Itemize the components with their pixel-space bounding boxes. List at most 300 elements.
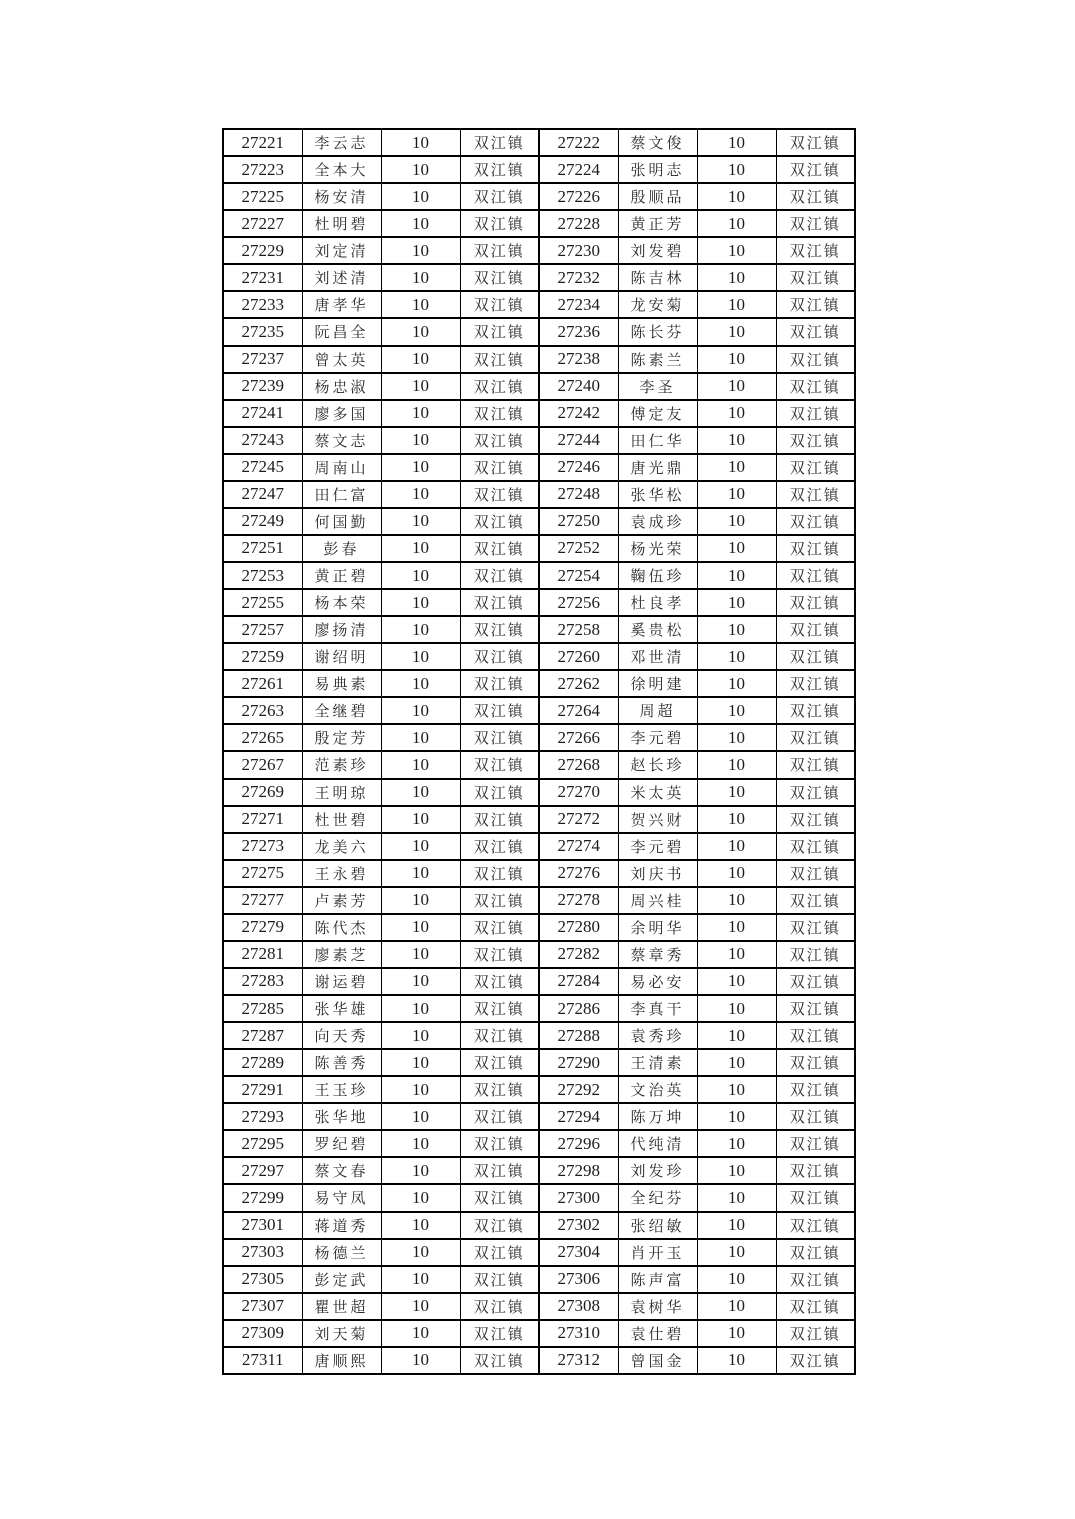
- amount-cell: 10: [381, 1076, 460, 1103]
- name-cell: 瞿世超: [302, 1293, 381, 1320]
- amount-cell: 10: [697, 237, 776, 264]
- town-cell: 双江镇: [460, 1103, 539, 1130]
- town-cell: 双江镇: [776, 481, 855, 508]
- table-row: [223, 508, 855, 535]
- table-row: [223, 643, 855, 670]
- town-cell: 双江镇: [776, 589, 855, 616]
- serial-cell: 27235: [223, 318, 302, 345]
- name-cell: 黄正碧: [302, 562, 381, 589]
- table-row: [223, 129, 855, 156]
- amount-cell: 10: [381, 616, 460, 643]
- town-cell: 双江镇: [460, 643, 539, 670]
- town-cell: 双江镇: [776, 1320, 855, 1347]
- table-row: [223, 1157, 855, 1184]
- name-cell: 张华松: [618, 481, 697, 508]
- town-cell: 双江镇: [776, 833, 855, 860]
- name-cell: 刘述清: [302, 264, 381, 291]
- town-cell: 双江镇: [776, 806, 855, 833]
- name-cell: 易必安: [618, 968, 697, 995]
- name-cell: 周超: [618, 697, 697, 724]
- name-cell: 蔡文志: [302, 427, 381, 454]
- name-cell: 刘发碧: [618, 237, 697, 264]
- amount-cell: 10: [697, 724, 776, 751]
- name-cell: 曾国金: [618, 1347, 697, 1374]
- amount-cell: 10: [381, 400, 460, 427]
- amount-cell: 10: [381, 1239, 460, 1266]
- amount-cell: 10: [697, 914, 776, 941]
- serial-cell: 27260: [539, 643, 618, 670]
- serial-cell: 27310: [539, 1320, 618, 1347]
- town-cell: 双江镇: [776, 1184, 855, 1211]
- amount-cell: 10: [697, 427, 776, 454]
- town-cell: 双江镇: [460, 860, 539, 887]
- serial-cell: 27251: [223, 535, 302, 562]
- town-cell: 双江镇: [460, 129, 539, 156]
- amount-cell: 10: [697, 1266, 776, 1293]
- town-cell: 双江镇: [460, 779, 539, 806]
- amount-cell: 10: [381, 860, 460, 887]
- table-row: [223, 318, 855, 345]
- name-cell: 余明华: [618, 914, 697, 941]
- table-row: [223, 779, 855, 806]
- town-cell: 双江镇: [776, 1049, 855, 1076]
- table-row: [223, 1022, 855, 1049]
- serial-cell: 27240: [539, 373, 618, 400]
- serial-cell: 27267: [223, 751, 302, 778]
- serial-cell: 27234: [539, 291, 618, 318]
- town-cell: 双江镇: [776, 1022, 855, 1049]
- town-cell: 双江镇: [460, 1076, 539, 1103]
- serial-cell: 27302: [539, 1212, 618, 1239]
- table-row: [223, 1103, 855, 1130]
- amount-cell: 10: [697, 941, 776, 968]
- serial-cell: 27233: [223, 291, 302, 318]
- serial-cell: 27290: [539, 1049, 618, 1076]
- table-row: [223, 264, 855, 291]
- table-row: [223, 941, 855, 968]
- table-row: [223, 346, 855, 373]
- amount-cell: 10: [381, 968, 460, 995]
- serial-cell: 27262: [539, 670, 618, 697]
- town-cell: 双江镇: [460, 751, 539, 778]
- amount-cell: 10: [381, 833, 460, 860]
- town-cell: 双江镇: [460, 318, 539, 345]
- name-cell: 杨光荣: [618, 535, 697, 562]
- serial-cell: 27266: [539, 724, 618, 751]
- roster-body: [223, 129, 855, 1374]
- amount-cell: 10: [697, 779, 776, 806]
- amount-cell: 10: [381, 1212, 460, 1239]
- table-row: [223, 535, 855, 562]
- serial-cell: 27263: [223, 697, 302, 724]
- serial-cell: 27274: [539, 833, 618, 860]
- amount-cell: 10: [697, 346, 776, 373]
- serial-cell: 27239: [223, 373, 302, 400]
- amount-cell: 10: [697, 1130, 776, 1157]
- amount-cell: 10: [381, 941, 460, 968]
- town-cell: 双江镇: [460, 887, 539, 914]
- town-cell: 双江镇: [776, 210, 855, 237]
- amount-cell: 10: [697, 562, 776, 589]
- amount-cell: 10: [697, 373, 776, 400]
- table-row: [223, 454, 855, 481]
- name-cell: 陈善秀: [302, 1049, 381, 1076]
- table-row: [223, 1212, 855, 1239]
- amount-cell: 10: [381, 914, 460, 941]
- amount-cell: 10: [381, 1130, 460, 1157]
- name-cell: 张华地: [302, 1103, 381, 1130]
- serial-cell: 27309: [223, 1320, 302, 1347]
- table-row: [223, 589, 855, 616]
- serial-cell: 27221: [223, 129, 302, 156]
- amount-cell: 10: [697, 616, 776, 643]
- amount-cell: 10: [381, 454, 460, 481]
- town-cell: 双江镇: [460, 914, 539, 941]
- serial-cell: 27246: [539, 454, 618, 481]
- town-cell: 双江镇: [776, 887, 855, 914]
- amount-cell: 10: [381, 1320, 460, 1347]
- serial-cell: 27265: [223, 724, 302, 751]
- serial-cell: 27232: [539, 264, 618, 291]
- serial-cell: 27277: [223, 887, 302, 914]
- town-cell: 双江镇: [460, 589, 539, 616]
- name-cell: 刘发珍: [618, 1157, 697, 1184]
- name-cell: 贺兴财: [618, 806, 697, 833]
- town-cell: 双江镇: [776, 1076, 855, 1103]
- name-cell: 袁秀珍: [618, 1022, 697, 1049]
- amount-cell: 10: [381, 751, 460, 778]
- serial-cell: 27252: [539, 535, 618, 562]
- name-cell: 鞠伍珍: [618, 562, 697, 589]
- table-row: [223, 616, 855, 643]
- name-cell: 周兴桂: [618, 887, 697, 914]
- serial-cell: 27298: [539, 1157, 618, 1184]
- name-cell: 唐孝华: [302, 291, 381, 318]
- town-cell: 双江镇: [776, 183, 855, 210]
- table-row: [223, 914, 855, 941]
- amount-cell: 10: [381, 1347, 460, 1374]
- amount-cell: 10: [697, 1157, 776, 1184]
- amount-cell: 10: [381, 806, 460, 833]
- amount-cell: 10: [381, 129, 460, 156]
- serial-cell: 27270: [539, 779, 618, 806]
- serial-cell: 27229: [223, 237, 302, 264]
- amount-cell: 10: [697, 806, 776, 833]
- serial-cell: 27255: [223, 589, 302, 616]
- name-cell: 彭春: [302, 535, 381, 562]
- serial-cell: 27288: [539, 1022, 618, 1049]
- name-cell: 殷定芳: [302, 724, 381, 751]
- town-cell: 双江镇: [776, 562, 855, 589]
- name-cell: 杨本荣: [302, 589, 381, 616]
- amount-cell: 10: [381, 373, 460, 400]
- name-cell: 曾太英: [302, 346, 381, 373]
- town-cell: 双江镇: [460, 1184, 539, 1211]
- serial-cell: 27254: [539, 562, 618, 589]
- name-cell: 卢素芳: [302, 887, 381, 914]
- serial-cell: 27259: [223, 643, 302, 670]
- serial-cell: 27291: [223, 1076, 302, 1103]
- town-cell: 双江镇: [460, 1130, 539, 1157]
- amount-cell: 10: [381, 1266, 460, 1293]
- table-row: [223, 562, 855, 589]
- name-cell: 龙美六: [302, 833, 381, 860]
- town-cell: 双江镇: [460, 346, 539, 373]
- amount-cell: 10: [381, 346, 460, 373]
- serial-cell: 27275: [223, 860, 302, 887]
- serial-cell: 27271: [223, 806, 302, 833]
- town-cell: 双江镇: [776, 779, 855, 806]
- town-cell: 双江镇: [776, 1347, 855, 1374]
- amount-cell: 10: [381, 291, 460, 318]
- name-cell: 代纯清: [618, 1130, 697, 1157]
- serial-cell: 27282: [539, 941, 618, 968]
- town-cell: 双江镇: [776, 427, 855, 454]
- name-cell: 蒋道秀: [302, 1212, 381, 1239]
- town-cell: 双江镇: [460, 562, 539, 589]
- serial-cell: 27249: [223, 508, 302, 535]
- serial-cell: 27312: [539, 1347, 618, 1374]
- serial-cell: 27297: [223, 1157, 302, 1184]
- name-cell: 王永碧: [302, 860, 381, 887]
- amount-cell: 10: [381, 427, 460, 454]
- town-cell: 双江镇: [460, 1022, 539, 1049]
- table-row: [223, 1239, 855, 1266]
- table-row: [223, 1266, 855, 1293]
- serial-cell: 27230: [539, 237, 618, 264]
- name-cell: 蔡文春: [302, 1157, 381, 1184]
- amount-cell: 10: [381, 210, 460, 237]
- amount-cell: 10: [697, 860, 776, 887]
- name-cell: 易守凤: [302, 1184, 381, 1211]
- name-cell: 殷顺品: [618, 183, 697, 210]
- amount-cell: 10: [697, 697, 776, 724]
- town-cell: 双江镇: [460, 724, 539, 751]
- town-cell: 双江镇: [776, 724, 855, 751]
- serial-cell: 27245: [223, 454, 302, 481]
- serial-cell: 27268: [539, 751, 618, 778]
- name-cell: 李真干: [618, 995, 697, 1022]
- town-cell: 双江镇: [460, 941, 539, 968]
- town-cell: 双江镇: [776, 1103, 855, 1130]
- table-row: [223, 183, 855, 210]
- town-cell: 双江镇: [460, 1212, 539, 1239]
- serial-cell: 27284: [539, 968, 618, 995]
- serial-cell: 27236: [539, 318, 618, 345]
- table-row: [223, 210, 855, 237]
- amount-cell: 10: [697, 968, 776, 995]
- amount-cell: 10: [381, 1103, 460, 1130]
- table-row: [223, 291, 855, 318]
- town-cell: 双江镇: [776, 264, 855, 291]
- amount-cell: 10: [697, 129, 776, 156]
- amount-cell: 10: [697, 156, 776, 183]
- name-cell: 唐顺熙: [302, 1347, 381, 1374]
- name-cell: 陈长芬: [618, 318, 697, 345]
- town-cell: 双江镇: [776, 237, 855, 264]
- town-cell: 双江镇: [776, 914, 855, 941]
- amount-cell: 10: [381, 1022, 460, 1049]
- amount-cell: 10: [381, 1293, 460, 1320]
- town-cell: 双江镇: [776, 1212, 855, 1239]
- serial-cell: 27222: [539, 129, 618, 156]
- town-cell: 双江镇: [776, 291, 855, 318]
- town-cell: 双江镇: [776, 968, 855, 995]
- table-row: [223, 670, 855, 697]
- town-cell: 双江镇: [776, 941, 855, 968]
- town-cell: 双江镇: [460, 1049, 539, 1076]
- amount-cell: 10: [381, 562, 460, 589]
- amount-cell: 10: [381, 183, 460, 210]
- name-cell: 蔡章秀: [618, 941, 697, 968]
- town-cell: 双江镇: [776, 1266, 855, 1293]
- town-cell: 双江镇: [776, 400, 855, 427]
- town-cell: 双江镇: [460, 481, 539, 508]
- serial-cell: 27264: [539, 697, 618, 724]
- serial-cell: 27304: [539, 1239, 618, 1266]
- name-cell: 龙安菊: [618, 291, 697, 318]
- amount-cell: 10: [697, 1293, 776, 1320]
- table-row: [223, 697, 855, 724]
- name-cell: 罗纪碧: [302, 1130, 381, 1157]
- amount-cell: 10: [697, 535, 776, 562]
- town-cell: 双江镇: [460, 1266, 539, 1293]
- serial-cell: 27283: [223, 968, 302, 995]
- town-cell: 双江镇: [460, 427, 539, 454]
- town-cell: 双江镇: [460, 291, 539, 318]
- name-cell: 奚贵松: [618, 616, 697, 643]
- town-cell: 双江镇: [776, 454, 855, 481]
- amount-cell: 10: [697, 833, 776, 860]
- serial-cell: 27226: [539, 183, 618, 210]
- name-cell: 刘定清: [302, 237, 381, 264]
- amount-cell: 10: [697, 210, 776, 237]
- name-cell: 李元碧: [618, 724, 697, 751]
- table-row: [223, 1049, 855, 1076]
- town-cell: 双江镇: [776, 346, 855, 373]
- amount-cell: 10: [381, 1184, 460, 1211]
- name-cell: 杜世碧: [302, 806, 381, 833]
- town-cell: 双江镇: [776, 697, 855, 724]
- name-cell: 蔡文俊: [618, 129, 697, 156]
- name-cell: 何国勤: [302, 508, 381, 535]
- amount-cell: 10: [697, 1022, 776, 1049]
- serial-cell: 27248: [539, 481, 618, 508]
- serial-cell: 27272: [539, 806, 618, 833]
- amount-cell: 10: [697, 1103, 776, 1130]
- name-cell: 袁树华: [618, 1293, 697, 1320]
- name-cell: 刘庆书: [618, 860, 697, 887]
- name-cell: 向天秀: [302, 1022, 381, 1049]
- town-cell: 双江镇: [460, 1239, 539, 1266]
- serial-cell: 27261: [223, 670, 302, 697]
- town-cell: 双江镇: [776, 751, 855, 778]
- name-cell: 张明志: [618, 156, 697, 183]
- table-row: [223, 833, 855, 860]
- roster-table: [222, 128, 856, 1375]
- serial-cell: 27256: [539, 589, 618, 616]
- town-cell: 双江镇: [776, 995, 855, 1022]
- name-cell: 陈代杰: [302, 914, 381, 941]
- amount-cell: 10: [697, 887, 776, 914]
- serial-cell: 27225: [223, 183, 302, 210]
- town-cell: 双江镇: [460, 210, 539, 237]
- table-row: [223, 1347, 855, 1374]
- amount-cell: 10: [697, 508, 776, 535]
- serial-cell: 27293: [223, 1103, 302, 1130]
- amount-cell: 10: [381, 318, 460, 345]
- name-cell: 李圣: [618, 373, 697, 400]
- town-cell: 双江镇: [460, 833, 539, 860]
- serial-cell: 27292: [539, 1076, 618, 1103]
- name-cell: 陈吉林: [618, 264, 697, 291]
- serial-cell: 27305: [223, 1266, 302, 1293]
- serial-cell: 27285: [223, 995, 302, 1022]
- town-cell: 双江镇: [460, 616, 539, 643]
- amount-cell: 10: [697, 318, 776, 345]
- town-cell: 双江镇: [460, 237, 539, 264]
- amount-cell: 10: [381, 779, 460, 806]
- serial-cell: 27258: [539, 616, 618, 643]
- town-cell: 双江镇: [776, 1130, 855, 1157]
- town-cell: 双江镇: [776, 643, 855, 670]
- town-cell: 双江镇: [460, 373, 539, 400]
- town-cell: 双江镇: [460, 1347, 539, 1374]
- serial-cell: 27227: [223, 210, 302, 237]
- serial-cell: 27223: [223, 156, 302, 183]
- serial-cell: 27237: [223, 346, 302, 373]
- town-cell: 双江镇: [460, 508, 539, 535]
- serial-cell: 27281: [223, 941, 302, 968]
- amount-cell: 10: [697, 1212, 776, 1239]
- town-cell: 双江镇: [776, 156, 855, 183]
- name-cell: 赵长珍: [618, 751, 697, 778]
- name-cell: 张华雄: [302, 995, 381, 1022]
- table-row: [223, 481, 855, 508]
- name-cell: 李元碧: [618, 833, 697, 860]
- town-cell: 双江镇: [460, 1320, 539, 1347]
- town-cell: 双江镇: [460, 995, 539, 1022]
- name-cell: 肖开玉: [618, 1239, 697, 1266]
- name-cell: 全继碧: [302, 697, 381, 724]
- amount-cell: 10: [697, 1184, 776, 1211]
- serial-cell: 27301: [223, 1212, 302, 1239]
- amount-cell: 10: [697, 643, 776, 670]
- amount-cell: 10: [381, 643, 460, 670]
- town-cell: 双江镇: [776, 129, 855, 156]
- serial-cell: 27307: [223, 1293, 302, 1320]
- name-cell: 王清素: [618, 1049, 697, 1076]
- amount-cell: 10: [381, 535, 460, 562]
- amount-cell: 10: [381, 481, 460, 508]
- serial-cell: 27243: [223, 427, 302, 454]
- table-row: [223, 968, 855, 995]
- table-row: [223, 1076, 855, 1103]
- amount-cell: 10: [697, 481, 776, 508]
- name-cell: 田仁华: [618, 427, 697, 454]
- serial-cell: 27241: [223, 400, 302, 427]
- table-row: [223, 400, 855, 427]
- amount-cell: 10: [697, 400, 776, 427]
- serial-cell: 27257: [223, 616, 302, 643]
- name-cell: 阮昌全: [302, 318, 381, 345]
- serial-cell: 27299: [223, 1184, 302, 1211]
- town-cell: 双江镇: [460, 535, 539, 562]
- amount-cell: 10: [697, 1049, 776, 1076]
- town-cell: 双江镇: [776, 373, 855, 400]
- name-cell: 唐光鼎: [618, 454, 697, 481]
- name-cell: 文治英: [618, 1076, 697, 1103]
